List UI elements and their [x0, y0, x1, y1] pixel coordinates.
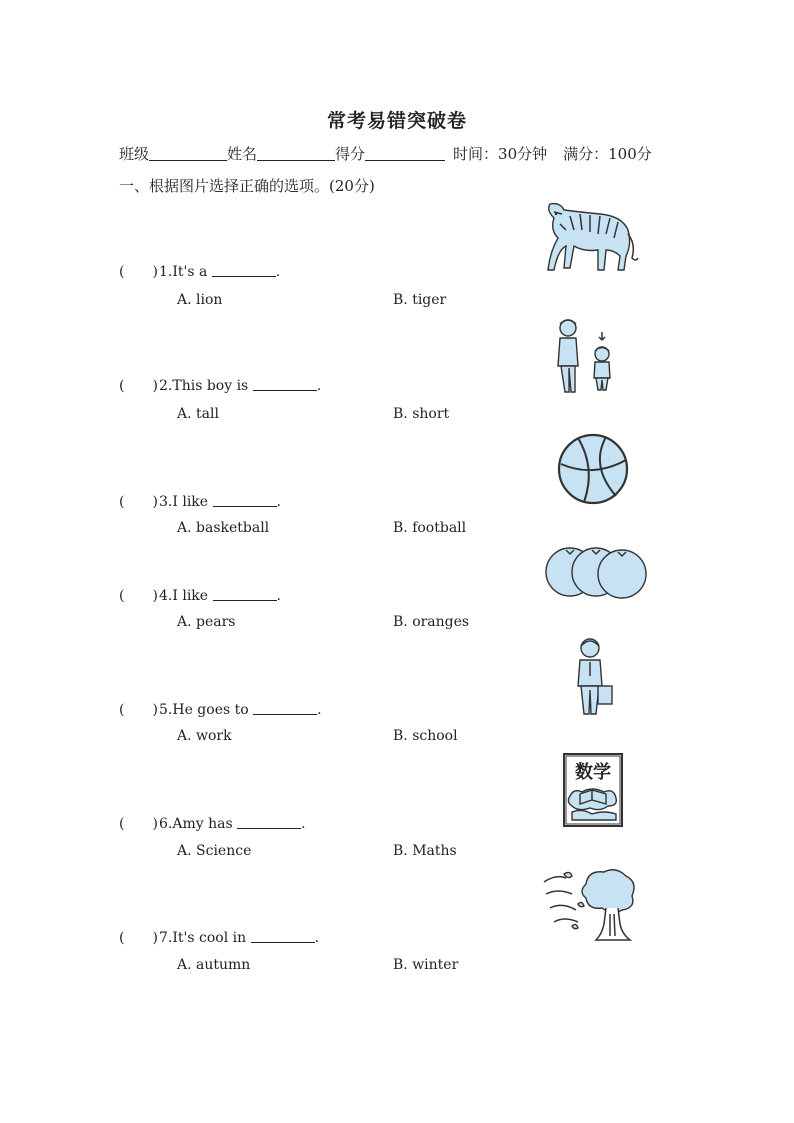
answer-blank[interactable]: [251, 930, 315, 943]
question-2: ( )2.This boy is .: [119, 378, 322, 394]
maths-book-icon: [562, 752, 624, 832]
option-b[interactable]: B. football: [393, 520, 467, 536]
question-text: 6.Amy has: [159, 816, 233, 832]
option-a[interactable]: A. lion: [177, 292, 223, 308]
boys-height-icon: [548, 316, 620, 400]
score-blank[interactable]: [365, 145, 445, 161]
question-5: ( )5.He goes to .: [119, 702, 322, 718]
answer-blank[interactable]: [253, 378, 317, 391]
option-b[interactable]: B. tiger: [393, 292, 447, 308]
answer-blank[interactable]: [213, 494, 277, 507]
option-a[interactable]: A. Science: [177, 843, 252, 859]
option-a[interactable]: A. tall: [177, 406, 219, 422]
answer-paren[interactable]: ( ): [119, 588, 158, 604]
class-label: 班级: [119, 145, 150, 163]
book-title: 数学: [575, 762, 611, 783]
score-label: 得分: [335, 145, 366, 163]
option-a[interactable]: A. basketball: [177, 520, 270, 536]
option-b[interactable]: B. oranges: [393, 614, 470, 630]
question-text: 5.He goes to: [159, 702, 249, 718]
question-text: 3.I like: [159, 494, 209, 510]
autumn-tree-icon: [542, 864, 638, 948]
question-4: ( )4.I like .: [119, 588, 281, 604]
answer-blank[interactable]: [253, 702, 317, 715]
question-text: 1.It's a: [159, 264, 208, 280]
section-1-heading: 一、根据图片选择正确的选项。(20分): [119, 177, 375, 195]
option-b[interactable]: B. Maths: [393, 843, 457, 859]
answer-paren[interactable]: ( ): [119, 930, 158, 946]
class-blank[interactable]: [149, 145, 227, 161]
oranges-icon: [544, 544, 648, 604]
answer-blank[interactable]: [212, 264, 276, 277]
answer-blank[interactable]: [213, 588, 277, 601]
question-3: ( )3.I like .: [119, 494, 281, 510]
question-7: ( )7.It's cool in .: [119, 930, 320, 946]
option-b[interactable]: B. short: [393, 406, 450, 422]
option-a[interactable]: A. work: [177, 728, 232, 744]
question-text: 2.This boy is: [159, 378, 249, 394]
answer-paren[interactable]: ( ): [119, 702, 158, 718]
question-1: ( )1.It's a .: [119, 264, 281, 280]
basketball-icon: [556, 432, 630, 510]
answer-blank[interactable]: [237, 816, 301, 829]
tiger-icon: [540, 200, 640, 284]
answer-paren[interactable]: ( ): [119, 378, 158, 394]
schoolboy-icon: [572, 636, 616, 722]
name-blank[interactable]: [257, 145, 335, 161]
option-b[interactable]: B. winter: [393, 957, 459, 973]
answer-paren[interactable]: ( ): [119, 264, 158, 280]
time-label: 时间：30分钟: [453, 145, 548, 163]
answer-paren[interactable]: ( ): [119, 816, 158, 832]
answer-paren[interactable]: ( ): [119, 494, 158, 510]
option-a[interactable]: A. pears: [177, 614, 236, 630]
full-score-label: 满分：100分: [563, 145, 652, 163]
option-a[interactable]: A. autumn: [177, 957, 251, 973]
question-text: 7.It's cool in: [159, 930, 247, 946]
name-label: 姓名: [227, 145, 258, 163]
question-text: 4.I like: [159, 588, 209, 604]
student-info-line: [119, 143, 652, 164]
page-title: 常考易错突破卷: [326, 110, 467, 132]
question-6: ( )6.Amy has .: [119, 816, 306, 832]
option-b[interactable]: B. school: [393, 728, 458, 744]
